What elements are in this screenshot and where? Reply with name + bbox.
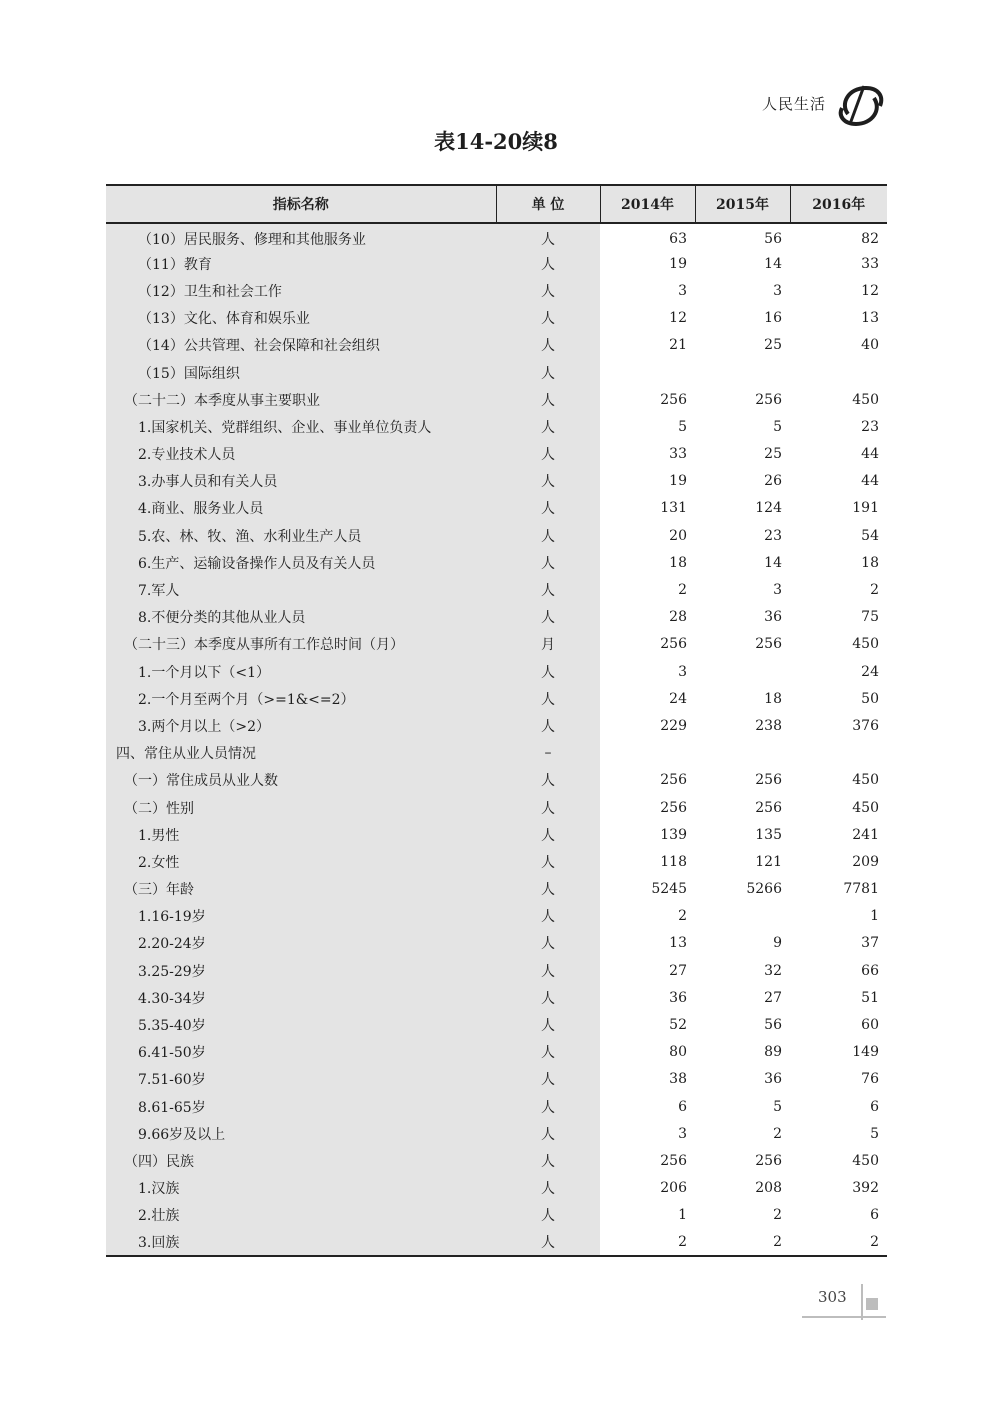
value-2016-cell: 5 <box>870 1125 879 1142</box>
running-head: 人民生活 <box>762 95 827 113</box>
value-2015-cell: 32 <box>764 962 782 979</box>
value-2016-cell: 376 <box>852 717 879 734</box>
indicator-name-cell: （12）卫生和社会工作 <box>106 277 496 304</box>
value-2014-cell: 24 <box>669 690 687 707</box>
value-2015-cell: 121 <box>755 853 782 870</box>
value-2016-cell: 51 <box>861 989 879 1006</box>
indicator-name-cell: 9.66岁及以上 <box>106 1120 496 1147</box>
indicator-name-cell: （14）公共管理、社会保障和社会组织 <box>106 332 496 359</box>
indicator-name-cell: 1.国家机关、党群组织、企业、事业单位负责人 <box>106 413 496 440</box>
value-2014-cell: 13 <box>669 935 687 952</box>
unit-cell: – <box>496 740 600 767</box>
indicator-name-cell: （13）文化、体育和娱乐业 <box>106 305 496 332</box>
value-2015-cell <box>695 740 790 767</box>
value-2016-cell: 44 <box>861 446 879 463</box>
value-2015-cell: 5266 <box>746 881 782 898</box>
value-2015-cell: 256 <box>755 799 782 816</box>
unit-cell: 人 <box>496 250 600 277</box>
value-2016-cell: 33 <box>861 255 879 272</box>
indicator-name-cell: 1.16-19岁 <box>106 903 496 930</box>
unit-cell: 人 <box>496 522 600 549</box>
indicator-name-cell: 4.商业、服务业人员 <box>106 495 496 522</box>
value-2015-cell: 256 <box>755 1152 782 1169</box>
indicator-name-cell: 2.一个月至两个月（>=1&<=2） <box>106 685 496 712</box>
table-row <box>106 604 887 631</box>
footer-divider <box>861 1284 863 1320</box>
value-2016-cell: 450 <box>852 636 879 653</box>
value-2014-cell: 12 <box>669 310 687 327</box>
table-row <box>106 848 887 875</box>
unit-cell: 人 <box>496 930 600 957</box>
value-2015-cell: 256 <box>755 391 782 408</box>
table-row <box>106 712 887 739</box>
unit-cell: 人 <box>496 685 600 712</box>
value-2014-cell: 1 <box>678 1207 687 1224</box>
unit-cell: 人 <box>496 1120 600 1147</box>
value-2014-cell: 20 <box>669 527 687 544</box>
value-2016-cell: 450 <box>852 1152 879 1169</box>
table-row <box>106 685 887 712</box>
value-2016-cell: 6 <box>870 1098 879 1115</box>
indicator-name-cell: （二）性别 <box>106 794 496 821</box>
value-2015-cell: 2 <box>773 1125 782 1142</box>
value-2014-cell <box>600 359 695 386</box>
column-header-unit: 单 位 <box>496 185 600 223</box>
indicator-name-cell: （15）国际组织 <box>106 359 496 386</box>
value-2014-cell: 27 <box>669 962 687 979</box>
value-2016-cell: 44 <box>861 473 879 490</box>
value-2015-cell: 256 <box>755 636 782 653</box>
value-2015-cell: 2 <box>773 1234 782 1251</box>
table-row <box>106 576 887 603</box>
indicator-name-cell: 8.61-65岁 <box>106 1093 496 1120</box>
value-2014-cell: 131 <box>660 500 687 517</box>
statistics-table <box>106 184 887 1257</box>
value-2015-cell: 14 <box>764 554 782 571</box>
indicator-name-cell: 2.壮族 <box>106 1202 496 1229</box>
value-2015-cell: 25 <box>764 337 782 354</box>
footer-square-icon <box>866 1298 878 1310</box>
indicator-name-cell: 2.专业技术人员 <box>106 441 496 468</box>
value-2015-cell: 2 <box>773 1207 782 1224</box>
table-row <box>106 441 887 468</box>
indicator-name-cell: 四、常住从业人员情况 <box>106 740 496 767</box>
value-2014-cell: 19 <box>669 473 687 490</box>
unit-cell: 人 <box>496 441 600 468</box>
table-row <box>106 631 887 658</box>
unit-cell: 人 <box>496 576 600 603</box>
value-2015-cell: 16 <box>764 310 782 327</box>
value-2014-cell: 3 <box>678 282 687 299</box>
unit-cell: 人 <box>496 1039 600 1066</box>
unit-cell: 月 <box>496 631 600 658</box>
value-2014-cell: 3 <box>678 663 687 680</box>
value-2014-cell: 139 <box>660 826 687 843</box>
value-2015-cell: 18 <box>764 690 782 707</box>
unit-cell: 人 <box>496 767 600 794</box>
unit-cell: 人 <box>496 1229 600 1256</box>
indicator-name-cell: 5.35-40岁 <box>106 1011 496 1038</box>
value-2016-cell: 191 <box>852 500 879 517</box>
value-2016-cell: 450 <box>852 391 879 408</box>
table-row <box>106 522 887 549</box>
table-row <box>106 1229 887 1256</box>
table-row <box>106 332 887 359</box>
table-row <box>106 223 887 250</box>
page-number: 303 <box>818 1288 847 1306</box>
value-2016-cell: 450 <box>852 772 879 789</box>
value-2015-cell: 56 <box>764 1017 782 1034</box>
value-2014-cell: 3 <box>678 1125 687 1142</box>
value-2014-cell: 256 <box>660 391 687 408</box>
value-2015-cell <box>695 359 790 386</box>
value-2016-cell: 66 <box>861 962 879 979</box>
value-2016-cell: 40 <box>861 337 879 354</box>
unit-cell: 人 <box>496 604 600 631</box>
value-2016-cell: 450 <box>852 799 879 816</box>
table-row <box>106 984 887 1011</box>
table-row <box>106 495 887 522</box>
table-body <box>106 223 887 1256</box>
column-header-2014: 2014年 <box>600 185 695 223</box>
table-row <box>106 413 887 440</box>
table-row <box>106 821 887 848</box>
value-2016-cell: 209 <box>852 853 879 870</box>
indicator-name-cell: （10）居民服务、修理和其他服务业 <box>106 223 496 250</box>
unit-cell: 人 <box>496 495 600 522</box>
value-2014-cell: 256 <box>660 799 687 816</box>
value-2016-cell <box>790 359 887 386</box>
indicator-name-cell: 6.生产、运输设备操作人员及有关人员 <box>106 549 496 576</box>
value-2016-cell: 2 <box>870 582 879 599</box>
value-2015-cell: 208 <box>755 1180 782 1197</box>
table-row <box>106 386 887 413</box>
table-row <box>106 468 887 495</box>
unit-cell: 人 <box>496 903 600 930</box>
unit-cell: 人 <box>496 468 600 495</box>
value-2014-cell: 256 <box>660 1152 687 1169</box>
value-2016-cell: 18 <box>861 554 879 571</box>
indicator-name-cell: 1.男性 <box>106 821 496 848</box>
unit-cell: 人 <box>496 1175 600 1202</box>
value-2015-cell <box>695 903 790 930</box>
value-2016-cell <box>790 740 887 767</box>
value-2016-cell: 54 <box>861 527 879 544</box>
value-2016-cell: 149 <box>852 1044 879 1061</box>
indicator-name-cell: 3.回族 <box>106 1229 496 1256</box>
unit-cell: 人 <box>496 957 600 984</box>
indicator-name-cell: 4.30-34岁 <box>106 984 496 1011</box>
value-2014-cell: 80 <box>669 1044 687 1061</box>
column-header-2015: 2015年 <box>695 185 790 223</box>
unit-cell: 人 <box>496 848 600 875</box>
value-2014-cell: 256 <box>660 636 687 653</box>
indicator-name-cell: （二十二）本季度从事主要职业 <box>106 386 496 413</box>
value-2014-cell: 19 <box>669 255 687 272</box>
table-row <box>106 1066 887 1093</box>
value-2014-cell: 36 <box>669 989 687 1006</box>
unit-cell: 人 <box>496 549 600 576</box>
unit-cell: 人 <box>496 223 600 250</box>
value-2016-cell: 12 <box>861 282 879 299</box>
value-2015-cell: 3 <box>773 282 782 299</box>
value-2014-cell: 2 <box>678 582 687 599</box>
value-2015-cell: 256 <box>755 772 782 789</box>
indicator-name-cell: 5.农、林、牧、渔、水利业生产人员 <box>106 522 496 549</box>
unit-cell: 人 <box>496 1011 600 1038</box>
table-row <box>106 1093 887 1120</box>
value-2015-cell: 89 <box>764 1044 782 1061</box>
indicator-name-cell: 3.25-29岁 <box>106 957 496 984</box>
value-2014-cell: 63 <box>669 231 687 248</box>
value-2016-cell: 60 <box>861 1017 879 1034</box>
indicator-name-cell: 3.两个月以上（>2） <box>106 712 496 739</box>
table-row <box>106 1202 887 1229</box>
value-2016-cell: 13 <box>861 310 879 327</box>
value-2015-cell: 26 <box>764 473 782 490</box>
table-row <box>106 876 887 903</box>
table-row <box>106 305 887 332</box>
indicator-name-cell: （三）年龄 <box>106 876 496 903</box>
value-2014-cell: 229 <box>660 717 687 734</box>
indicator-name-cell: （11）教育 <box>106 250 496 277</box>
value-2014-cell: 28 <box>669 609 687 626</box>
unit-cell: 人 <box>496 332 600 359</box>
indicator-name-cell: 8.不便分类的其他从业人员 <box>106 604 496 631</box>
unit-cell: 人 <box>496 386 600 413</box>
value-2015-cell: 36 <box>764 609 782 626</box>
value-2015-cell: 23 <box>764 527 782 544</box>
value-2015-cell: 27 <box>764 989 782 1006</box>
value-2015-cell: 238 <box>755 717 782 734</box>
unit-cell: 人 <box>496 1147 600 1174</box>
indicator-name-cell: 3.办事人员和有关人员 <box>106 468 496 495</box>
unit-cell: 人 <box>496 277 600 304</box>
table-header-row <box>106 185 887 223</box>
value-2015-cell: 124 <box>755 500 782 517</box>
column-header-2016: 2016年 <box>790 185 887 223</box>
value-2014-cell: 5 <box>678 418 687 435</box>
unit-cell: 人 <box>496 821 600 848</box>
indicator-name-cell: 2.20-24岁 <box>106 930 496 957</box>
unit-cell: 人 <box>496 658 600 685</box>
table-row <box>106 930 887 957</box>
table-row <box>106 277 887 304</box>
value-2014-cell: 118 <box>660 853 687 870</box>
table-row <box>106 740 887 767</box>
unit-cell: 人 <box>496 305 600 332</box>
value-2015-cell: 25 <box>764 446 782 463</box>
value-2016-cell: 7781 <box>843 881 879 898</box>
table-row <box>106 767 887 794</box>
value-2014-cell: 52 <box>669 1017 687 1034</box>
value-2016-cell: 2 <box>870 1234 879 1251</box>
value-2014-cell: 6 <box>678 1098 687 1115</box>
value-2016-cell: 50 <box>861 690 879 707</box>
footer-rule <box>802 1316 886 1318</box>
swirl-logo-icon <box>834 80 886 130</box>
value-2016-cell: 23 <box>861 418 879 435</box>
table-row <box>106 359 887 386</box>
value-2014-cell <box>600 740 695 767</box>
unit-cell: 人 <box>496 712 600 739</box>
value-2015-cell: 56 <box>764 231 782 248</box>
value-2014-cell: 2 <box>678 908 687 925</box>
value-2014-cell: 38 <box>669 1071 687 1088</box>
indicator-name-cell: （二十三）本季度从事所有工作总时间（月） <box>106 631 496 658</box>
unit-cell: 人 <box>496 413 600 440</box>
unit-cell: 人 <box>496 876 600 903</box>
value-2016-cell: 241 <box>852 826 879 843</box>
value-2016-cell: 76 <box>861 1071 879 1088</box>
table-row <box>106 250 887 277</box>
indicator-name-cell: 7.51-60岁 <box>106 1066 496 1093</box>
table-row <box>106 1147 887 1174</box>
table-row <box>106 1175 887 1202</box>
column-header-name: 指标名称 <box>106 185 496 223</box>
value-2016-cell: 37 <box>861 935 879 952</box>
value-2015-cell: 3 <box>773 582 782 599</box>
value-2015-cell: 14 <box>764 255 782 272</box>
value-2014-cell: 33 <box>669 446 687 463</box>
indicator-name-cell: （一）常住成员从业人数 <box>106 767 496 794</box>
value-2015-cell: 5 <box>773 1098 782 1115</box>
table-row <box>106 1011 887 1038</box>
unit-cell: 人 <box>496 984 600 1011</box>
value-2015-cell: 135 <box>755 826 782 843</box>
value-2016-cell: 82 <box>861 231 879 248</box>
indicator-name-cell: 6.41-50岁 <box>106 1039 496 1066</box>
indicator-name-cell: 7.军人 <box>106 576 496 603</box>
value-2015-cell: 9 <box>773 935 782 952</box>
value-2016-cell: 75 <box>861 609 879 626</box>
indicator-name-cell: 1.一个月以下（<1） <box>106 658 496 685</box>
indicator-name-cell: 2.女性 <box>106 848 496 875</box>
value-2015-cell: 5 <box>773 418 782 435</box>
value-2014-cell: 2 <box>678 1234 687 1251</box>
value-2014-cell: 18 <box>669 554 687 571</box>
table-title: 表14-20续8 <box>434 129 558 154</box>
table-row <box>106 549 887 576</box>
unit-cell: 人 <box>496 1202 600 1229</box>
indicator-name-cell: 1.汉族 <box>106 1175 496 1202</box>
value-2014-cell: 206 <box>660 1180 687 1197</box>
value-2014-cell: 21 <box>669 337 687 354</box>
indicator-name-cell: （四）民族 <box>106 1147 496 1174</box>
unit-cell: 人 <box>496 794 600 821</box>
table-row <box>106 794 887 821</box>
value-2014-cell: 5245 <box>651 881 687 898</box>
unit-cell: 人 <box>496 1093 600 1120</box>
table-row <box>106 957 887 984</box>
value-2015-cell: 36 <box>764 1071 782 1088</box>
unit-cell: 人 <box>496 1066 600 1093</box>
value-2016-cell: 24 <box>861 663 879 680</box>
value-2016-cell: 6 <box>870 1207 879 1224</box>
table-row <box>106 658 887 685</box>
value-2016-cell: 1 <box>870 908 879 925</box>
value-2016-cell: 392 <box>852 1180 879 1197</box>
unit-cell: 人 <box>496 359 600 386</box>
table-row <box>106 1120 887 1147</box>
table-row <box>106 903 887 930</box>
table-row <box>106 1039 887 1066</box>
value-2015-cell <box>695 658 790 685</box>
value-2014-cell: 256 <box>660 772 687 789</box>
